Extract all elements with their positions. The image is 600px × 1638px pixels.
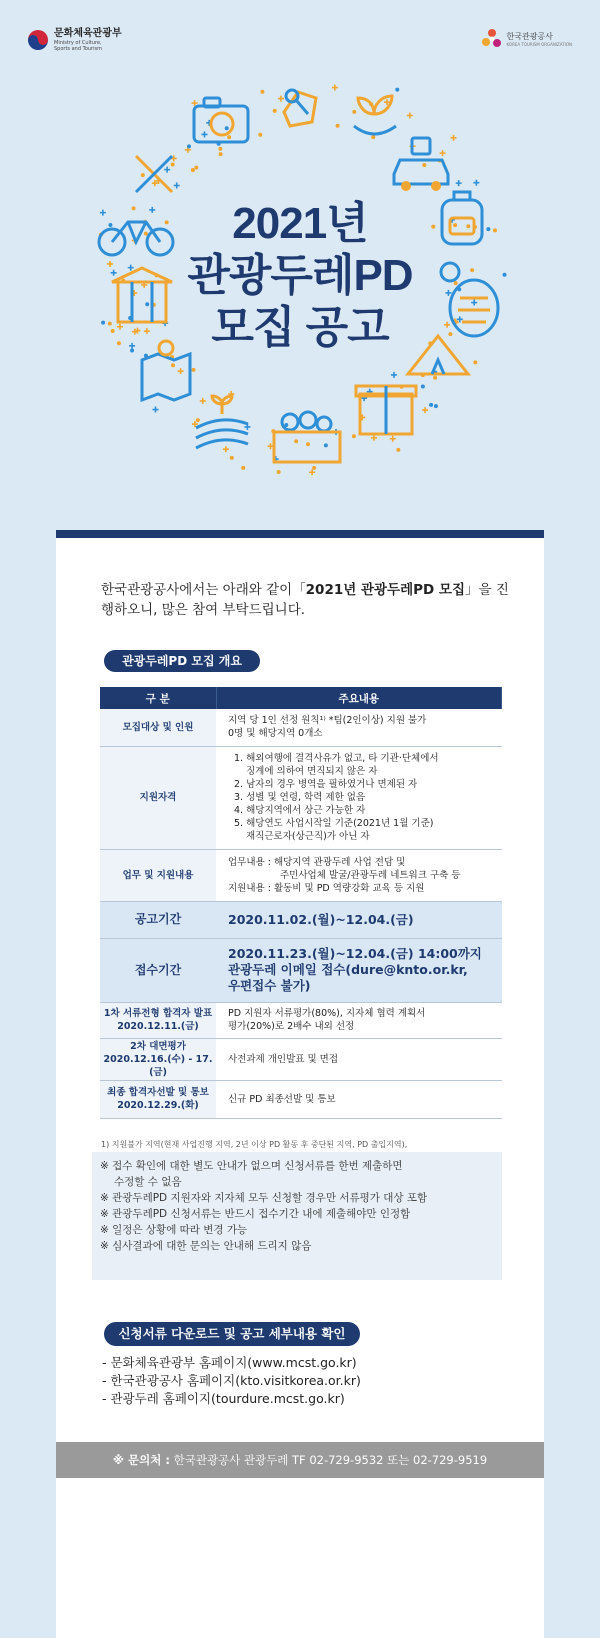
decorative-cross bbox=[278, 96, 284, 102]
row-label-first-round bbox=[100, 1002, 216, 1038]
receipt-l2: 관광두레 이메일 접수(dure@knto.or.kr, bbox=[228, 962, 468, 977]
intro-after: 」을 진행하오니, 많은 참여 부탁드립니다. bbox=[101, 582, 509, 618]
gift-icon bbox=[356, 386, 416, 434]
final-label2: 2020.12.29.(화) bbox=[117, 1100, 199, 1111]
decorative-dot bbox=[371, 135, 375, 139]
table-row bbox=[100, 938, 502, 1002]
overview-section-pill: 관광두레PD 모집 개요 bbox=[104, 650, 260, 672]
first-label2: 2020.12.11.(금) bbox=[117, 1021, 199, 1032]
kto-name: 한국관광공사 bbox=[506, 31, 553, 41]
table-row bbox=[100, 849, 502, 901]
decorative-dot bbox=[421, 384, 425, 388]
row-label-work: 업무 및 지원내용 bbox=[100, 849, 216, 901]
contact-label: ※ 문의처 : bbox=[112, 1453, 170, 1467]
decorative-dot bbox=[171, 162, 175, 166]
decorative-dot bbox=[429, 403, 433, 407]
table-row bbox=[100, 1002, 502, 1038]
decorative-cross bbox=[201, 131, 207, 137]
decorative-dot bbox=[312, 466, 316, 470]
target-line1: 지역 당 1인 선정 원칙¹⁾ *팀(2인이상) 지원 불가 bbox=[228, 715, 427, 727]
decorative-cross bbox=[451, 135, 457, 141]
decorative-dot bbox=[227, 135, 231, 139]
final-label1: 최종 합격자선발 및 통보 bbox=[107, 1087, 209, 1098]
decorative-dot bbox=[219, 152, 223, 156]
table-row bbox=[100, 1080, 502, 1118]
qual-l3: 3. 성별 및 연령, 학력 제한 없음 bbox=[234, 792, 366, 803]
row-label-receipt-period: 접수기간 bbox=[100, 938, 216, 1002]
kto-logo bbox=[481, 28, 572, 50]
row-label-qualification: 지원자격 bbox=[100, 746, 216, 849]
camera-icon bbox=[194, 98, 248, 142]
decorative-dot bbox=[191, 368, 195, 372]
decorative-cross bbox=[152, 407, 158, 413]
decorative-dot bbox=[141, 173, 145, 177]
link-kto[interactable]: - 한국관광공사 홈페이지(kto.visitkorea.or.kr) bbox=[102, 1373, 361, 1388]
decorative-cross bbox=[223, 446, 229, 452]
qual-l5: 5. 해당연도 사업시작일 기준(2021년 1월 기준) bbox=[234, 818, 434, 829]
decorative-cross bbox=[309, 469, 315, 475]
row-value-receipt-period bbox=[216, 938, 502, 1002]
vegetable-crate-icon bbox=[274, 412, 340, 462]
decorative-dot bbox=[258, 133, 262, 137]
ministry-name: 문화체육관광부 bbox=[54, 28, 122, 39]
kto-emblem-icon bbox=[481, 28, 503, 50]
decorative-cross bbox=[174, 183, 180, 189]
row-value-second-round: 사전과제 개인발표 및 면접 bbox=[216, 1038, 502, 1080]
receipt-l3: 우편접수 불가) bbox=[228, 978, 311, 993]
work-l2: 지원내용 : 활동비 및 PD 역량강화 교육 등 지원 bbox=[228, 882, 425, 894]
table-row bbox=[100, 709, 502, 746]
decorative-dot bbox=[336, 124, 340, 128]
table-header-row bbox=[100, 687, 502, 709]
receipt-l1: 2020.11.23.(월)~12.04.(금) 14:00까지 bbox=[228, 946, 482, 961]
decorative-dot bbox=[241, 466, 245, 470]
row-label-second-round bbox=[100, 1038, 216, 1080]
row-value-work bbox=[216, 849, 502, 901]
col-category-header: 구 분 bbox=[100, 687, 216, 709]
row-label-target: 모집대상 및 인원 bbox=[100, 709, 216, 746]
decorative-dot bbox=[187, 144, 191, 148]
decorative-cross bbox=[456, 180, 462, 186]
decorative-dot bbox=[324, 443, 328, 447]
table-row bbox=[100, 1038, 502, 1080]
decorative-dot bbox=[396, 448, 400, 452]
decorative-cross bbox=[422, 407, 428, 413]
work-l1b: 주민사업체 발굴/관광두레 네트워크 구축 등 bbox=[280, 869, 461, 881]
contact-text: 한국관광공사 관광두레 TF 02-729-9532 또는 02-729-9519 bbox=[169, 1453, 488, 1467]
decorative-dot bbox=[273, 109, 277, 113]
table-row bbox=[100, 901, 502, 938]
note-item: ※ 심사결과에 대한 문의는 안내해 드리지 않음 bbox=[100, 1240, 312, 1252]
second-label2: 2020.12.16.(수) - 17.(금) bbox=[103, 1053, 213, 1078]
first-label1: 1차 서류전형 합격자 발표 bbox=[103, 1008, 213, 1019]
first-l2: 평가(20%)로 2배수 내외 선정 bbox=[228, 1021, 355, 1032]
row-label-final bbox=[100, 1080, 216, 1118]
ministry-logo bbox=[28, 28, 122, 52]
qual-l2: 2. 남자의 경우 병역을 필하였거나 면제된 자 bbox=[234, 779, 418, 790]
decorative-dot bbox=[218, 147, 222, 151]
row-value-first-round bbox=[216, 1002, 502, 1038]
note-item: ※ 접수 확인에 대한 별도 안내가 없으며 신청서류를 한번 제출하면 bbox=[100, 1160, 403, 1172]
decorative-dot bbox=[473, 360, 477, 364]
decorative-dot bbox=[422, 163, 426, 167]
qual-l4: 4. 해당지역에서 상근 가능한 자 bbox=[234, 805, 366, 816]
car-icon bbox=[394, 138, 448, 191]
decorative-cross bbox=[200, 398, 206, 404]
second-label1: 2차 대면평가 bbox=[130, 1040, 186, 1052]
target-line2: 0명 및 해당지역 0개소 bbox=[228, 728, 323, 740]
decorative-dot bbox=[191, 168, 195, 172]
link-tourdure[interactable]: - 관광두레 홈페이지(tourdure.mcst.go.kr) bbox=[102, 1391, 345, 1406]
decorative-dot bbox=[433, 376, 437, 380]
decorative-cross bbox=[164, 167, 170, 173]
plant-hand-icon bbox=[354, 96, 396, 134]
intro-before: 한국관광공사에서는 아래와 같이「 bbox=[101, 582, 306, 598]
decorative-dot bbox=[352, 434, 356, 438]
note-item: ※ 일정은 상황에 따라 변경 가능 bbox=[100, 1224, 248, 1236]
intro-text bbox=[101, 580, 521, 620]
decorative-cross bbox=[407, 112, 413, 118]
decorative-cross bbox=[390, 436, 396, 442]
row-value-qualification bbox=[216, 746, 502, 849]
work-l1: 업무내용 : 해당지역 관광두레 사업 전담 및 bbox=[228, 856, 406, 868]
decorative-cross bbox=[473, 180, 479, 186]
contact-bar bbox=[56, 1442, 544, 1478]
table-row bbox=[100, 746, 502, 849]
decorative-dot bbox=[277, 470, 281, 474]
qual-l5b: 재직근로자(상근직)가 아닌 자 bbox=[246, 831, 370, 842]
intro-highlight: 2021년 관광두레PD 모집 bbox=[305, 582, 466, 598]
row-value-target bbox=[216, 709, 502, 746]
taeguk-emblem-icon bbox=[28, 30, 48, 50]
hero-title-line3: 모집 공고 bbox=[211, 303, 389, 352]
row-value-notice-period: 2020.11.02.(월)~12.04.(금) bbox=[216, 901, 502, 938]
decorative-cross bbox=[332, 85, 338, 91]
note-item: 수정할 수 없음 bbox=[114, 1176, 182, 1188]
decorative-cross bbox=[178, 368, 184, 374]
link-mcst[interactable]: - 문화체육관광부 홈페이지(www.mcst.go.kr) bbox=[102, 1355, 357, 1370]
decorative-dot bbox=[260, 90, 264, 94]
decorative-dot bbox=[194, 166, 198, 170]
field-sprout-icon bbox=[196, 396, 248, 448]
decorative-dot bbox=[352, 110, 356, 114]
decorative-cross bbox=[391, 372, 397, 378]
decorative-dot bbox=[306, 442, 310, 446]
downloads-section-pill: 신청서류 다운로드 및 공고 세부내용 확인 bbox=[104, 1322, 360, 1346]
qual-l1b: 징계에 의하여 면직되지 않은 자 bbox=[246, 766, 378, 777]
decorative-cross bbox=[371, 435, 377, 441]
decorative-cross bbox=[440, 150, 446, 156]
qual-l1: 1. 해외여행에 결격사유가 없고, 타 기관·단체에서 bbox=[234, 753, 439, 764]
kto-sub: KOREA TOURISM ORGANIZATION bbox=[506, 41, 572, 47]
ministry-sub: Ministry of Culture, Sports and Tourism bbox=[54, 40, 102, 52]
decorative-dot bbox=[225, 126, 229, 130]
note-item: ※ 관광두레PD 지원자와 지자체 모두 신청할 경우만 서류평가 대상 포함 bbox=[100, 1192, 428, 1204]
overview-table bbox=[100, 687, 502, 1119]
hero-title-line1: 2021년 bbox=[232, 199, 368, 248]
notes-box bbox=[92, 1152, 502, 1280]
note-item: ※ 관광두레PD 신청서류는 반드시 접수기간 내에 제출해야만 인정함 bbox=[100, 1208, 411, 1220]
key-tag-icon bbox=[284, 90, 316, 126]
decorative-dot bbox=[395, 88, 399, 92]
decorative-dot bbox=[230, 456, 234, 460]
first-l1: PD 지원자 서류평가(80%), 지자체 협력 계획서 bbox=[228, 1008, 426, 1019]
col-content-header: 주요내용 bbox=[216, 687, 502, 709]
row-label-notice-period: 공고기간 bbox=[100, 901, 216, 938]
footnote-line1: 1) 지원불가 지역(현재 사업진행 지역, 2년 이상 PD 활동 후 중단된 지역, PD 출입지역), bbox=[101, 1140, 408, 1149]
hero-title-line2: 관광두레PD bbox=[187, 251, 413, 300]
download-links bbox=[102, 1354, 502, 1408]
decorative-dot bbox=[294, 439, 298, 443]
hero-title bbox=[0, 198, 600, 354]
decorative-dot bbox=[196, 418, 200, 422]
decorative-dot bbox=[171, 363, 175, 367]
row-value-final: 신규 PD 최종선발 및 통보 bbox=[216, 1080, 502, 1118]
decorative-dot bbox=[434, 404, 438, 408]
